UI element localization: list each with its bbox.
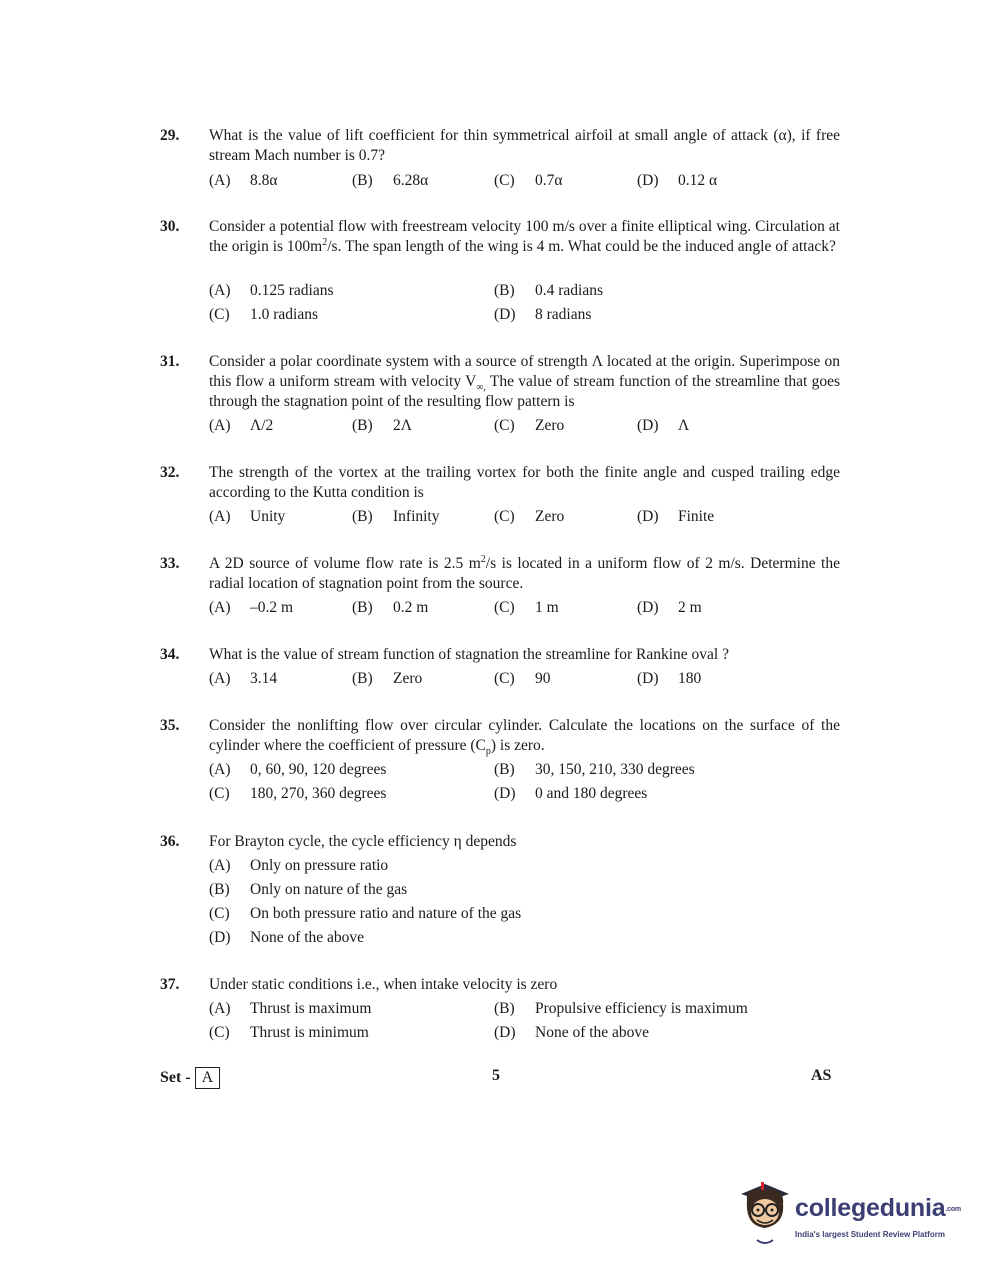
option-d: (D) 180 <box>637 670 702 687</box>
page-number: 5 <box>492 1067 500 1084</box>
option-b: (B) 6.28α <box>352 172 429 189</box>
paper-code: AS <box>811 1067 832 1084</box>
option-a: (A) –0.2 m <box>209 599 294 616</box>
option-a: (A) 0, 60, 90, 120 degrees <box>209 761 387 778</box>
option-c: (C) Zero <box>494 417 565 434</box>
option-a: (A) 8.8α <box>209 172 278 189</box>
option-c: (C) 180, 270, 360 degrees <box>209 785 387 802</box>
option-d: (D) None of the above <box>209 929 365 946</box>
question-text: Under static conditions i.e., when intake velocity is zero <box>209 976 558 993</box>
question-number: 31. <box>160 353 180 370</box>
option-c: (C) 1 m <box>494 599 559 616</box>
option-b: (B) Only on nature of the gas <box>209 881 408 898</box>
option-b: (B) 2Λ <box>352 417 412 434</box>
option-c: (C) Zero <box>494 508 565 525</box>
question-number: 36. <box>160 833 180 850</box>
question-number: 29. <box>160 127 180 144</box>
question-text: Consider a potential flow with freestream velocity 100 m/s over a finite elliptical wing. Circulation at the origin is $100m^2/s$. The span length of the wing is 4 m. What could be the induced angle of attack? <box>209 218 840 255</box>
question-text: Consider a polar coordinate system with a source of strength Λ located at the origin. Superimpose on this flow a uniform stream with velocity $V_{\infty,}$ The value of stream function of the streamline that goes through the stagnation point of the resulting flow pattern is <box>209 353 841 410</box>
question-text: For Brayton cycle, the cycle efficiency η depends <box>209 833 517 850</box>
option-a: (A) Λ/2 <box>209 417 274 434</box>
option-b: (B) Zero <box>352 670 423 687</box>
option-a: (A) Unity <box>209 508 286 525</box>
option-b: (B) 0.4 radians <box>494 282 604 299</box>
option-c: (C) On both pressure ratio and nature of the gas <box>209 905 522 922</box>
question-number: 37. <box>160 976 180 993</box>
logo-wordmark: collegedunia.com <box>795 1194 961 1222</box>
option-d: (D) 0.12 α <box>637 172 718 189</box>
option-d: (D) 8 radians <box>494 306 592 323</box>
question-text: What is the value of stream function of stagnation the streamline for Rankine oval ? <box>209 646 729 663</box>
logo-tagline: India's largest Student Review Platform <box>795 1230 945 1239</box>
question-number: 32. <box>160 464 180 481</box>
option-b: (B) Infinity <box>352 508 440 525</box>
question-number: 34. <box>160 646 180 663</box>
set-indicator: Set - A <box>160 1067 220 1089</box>
option-b: (B) 30, 150, 210, 330 degrees <box>494 761 695 778</box>
option-d: (D) Finite <box>637 508 715 525</box>
option-d: (D) 2 m <box>637 599 702 616</box>
option-d: (D) None of the above <box>494 1024 650 1041</box>
question-text: Consider the nonlifting flow over circular cylinder. Calculate the locations on the surface of the cylinder where the coefficient of pressure $(C_p)$ is zero. <box>209 717 840 758</box>
question-number: 35. <box>160 717 180 734</box>
option-b: (B) Propulsive efficiency is maximum <box>494 1000 748 1017</box>
option-a: (A) Only on pressure ratio <box>209 857 389 874</box>
option-c: (C) 1.0 radians <box>209 306 319 323</box>
option-a: (A) 0.125 radians <box>209 282 334 299</box>
option-d: (D) 0 and 180 degrees <box>494 785 648 802</box>
question-number: 33. <box>160 555 180 572</box>
set-box: A <box>195 1067 221 1089</box>
option-a: (A) Thrust is maximum <box>209 1000 372 1017</box>
option-c: (C) 0.7α <box>494 172 563 189</box>
collegedunia-logo <box>735 1180 965 1250</box>
option-c: (C) 90 <box>494 670 551 687</box>
question-number: 30. <box>160 218 180 235</box>
option-d: (D) Λ <box>637 417 690 434</box>
option-a: (A) 3.14 <box>209 670 278 687</box>
question-text: What is the value of lift coefficient for thin symmetrical airfoil at small angle of attack (α), if free stream Mach number is 0.7? <box>209 127 840 164</box>
mascot-icon <box>735 1180 797 1250</box>
option-b: (B) 0.2 m <box>352 599 429 616</box>
question-text: The strength of the vortex at the trailing vortex for both the finite angle and cusped trailing edge according to the Kutta condition is <box>209 464 840 501</box>
option-c: (C) Thrust is minimum <box>209 1024 369 1041</box>
question-text: A 2D source of volume flow rate is 2.5 $m^2/s$ is located in a uniform flow of 2 m/s. Determine the radial location of stagnation point from the source. <box>209 553 840 592</box>
